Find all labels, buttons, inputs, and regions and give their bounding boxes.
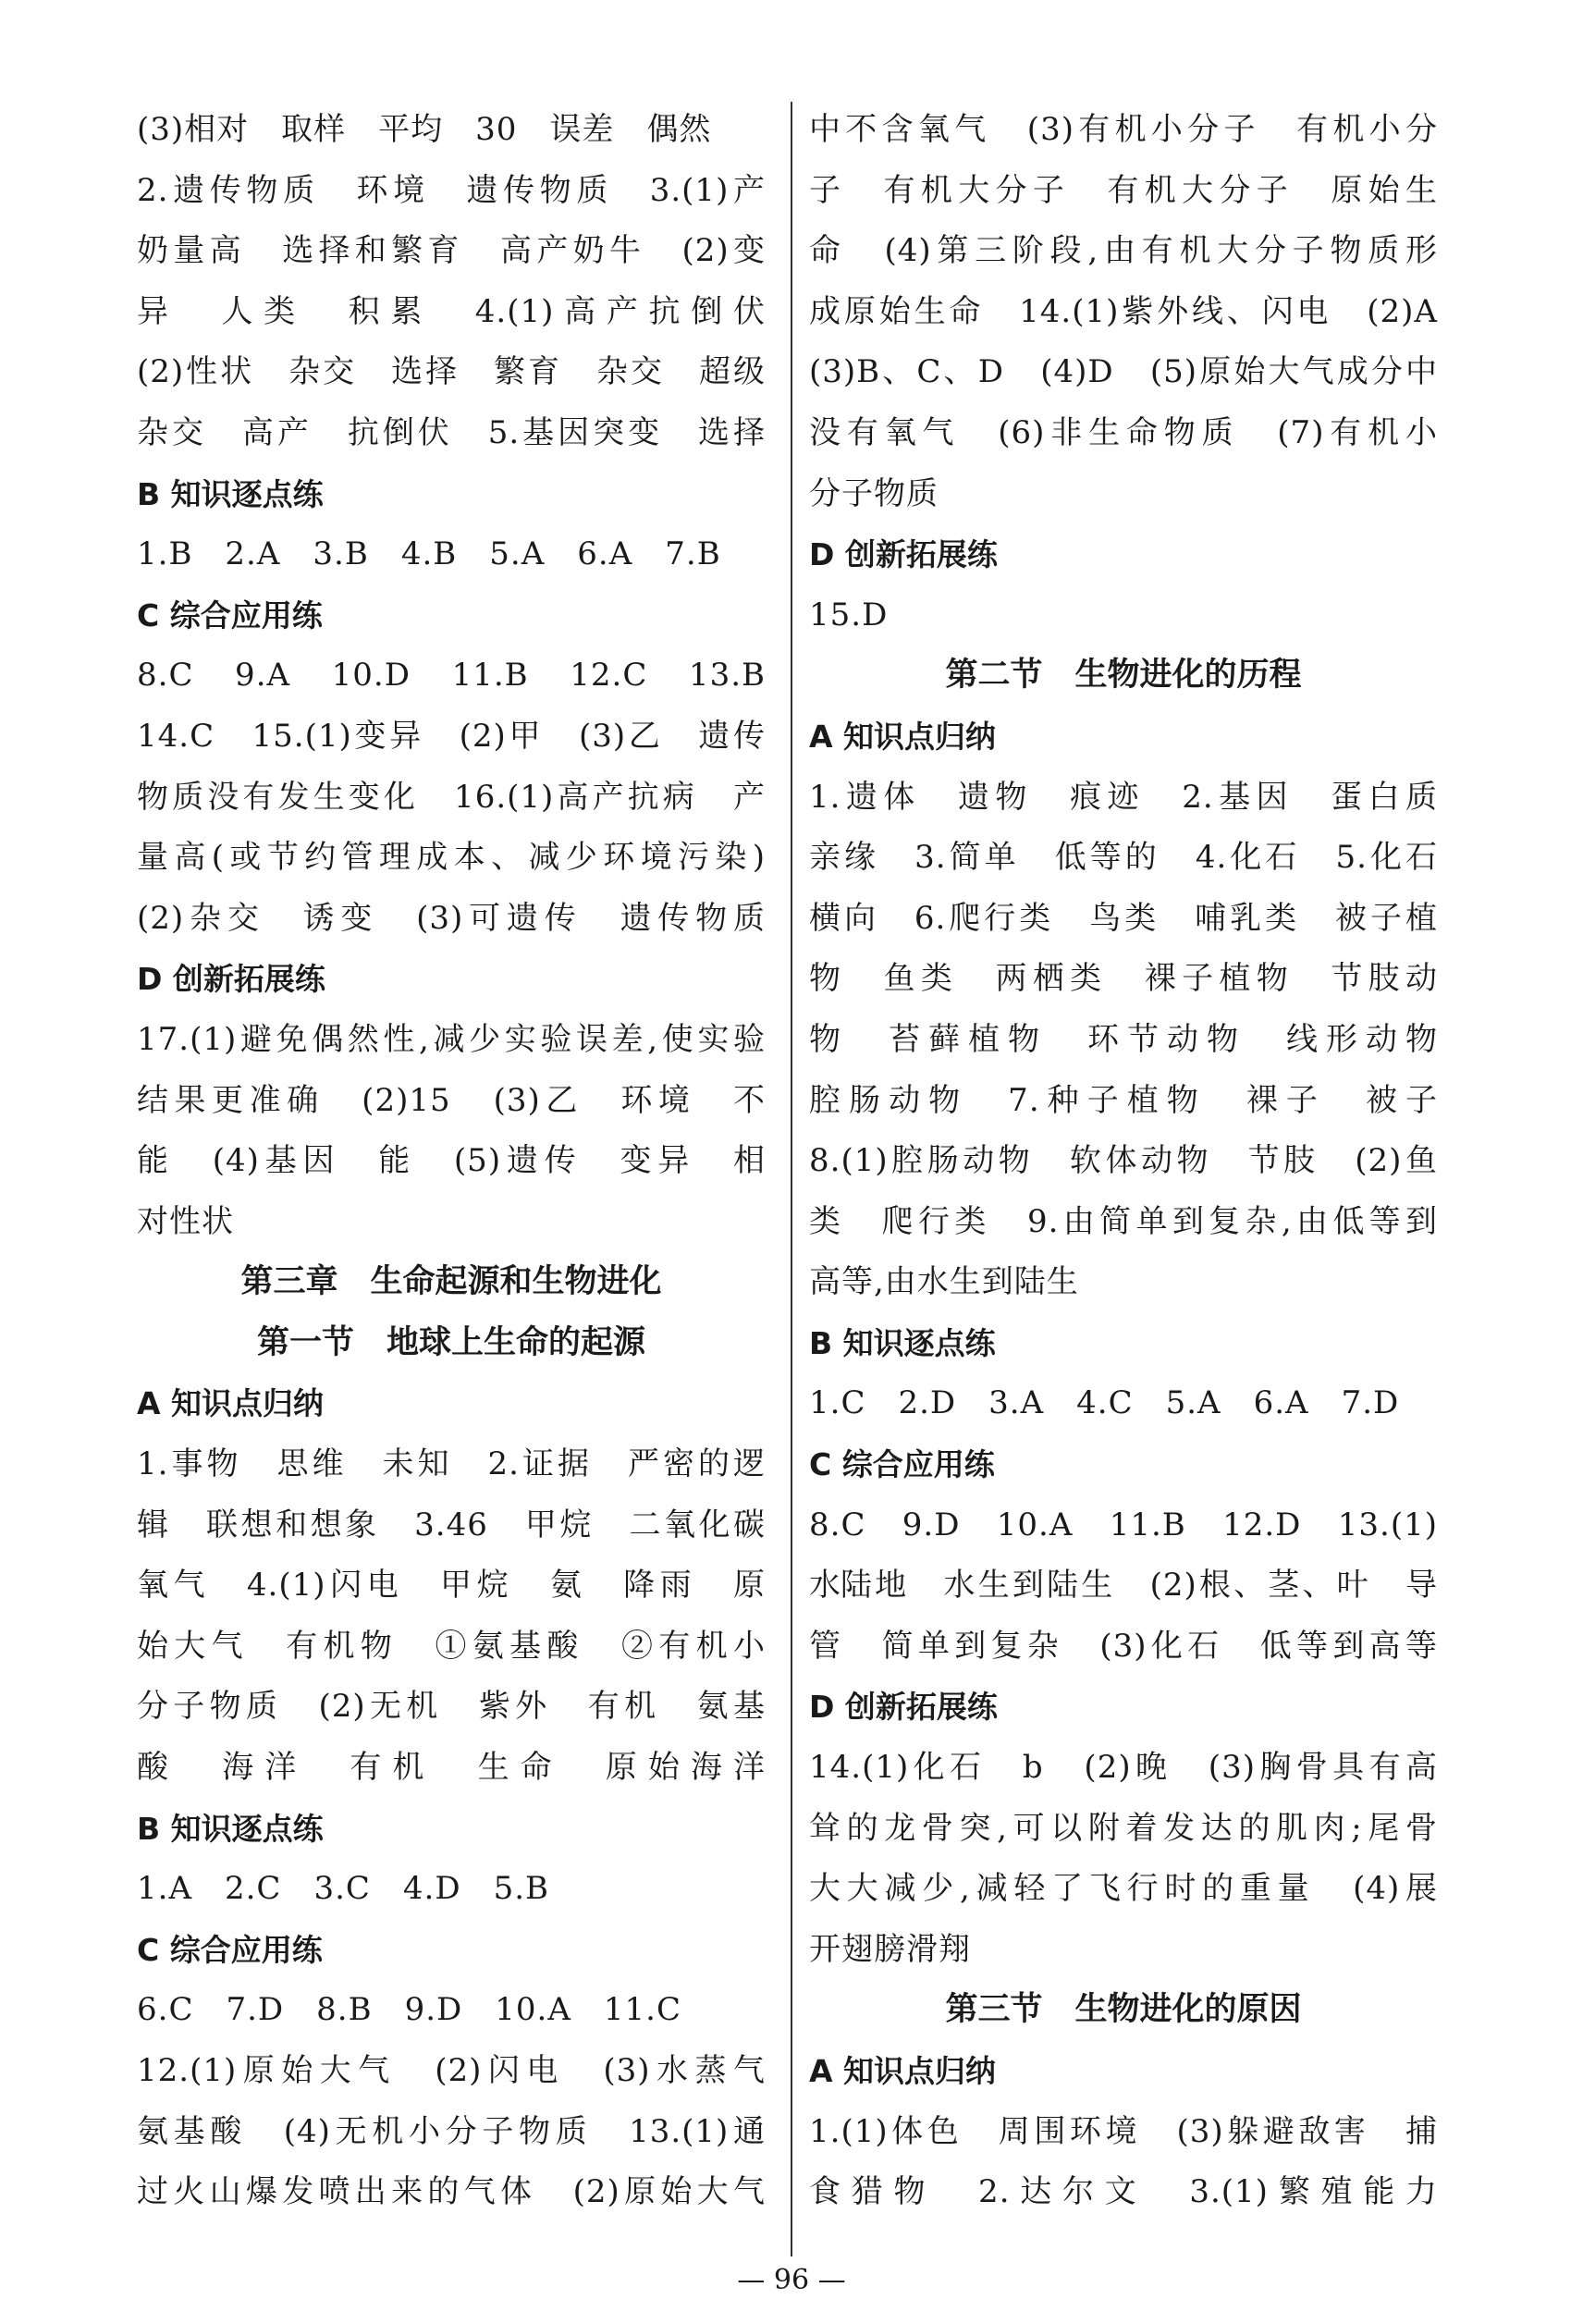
exercise-section-heading: A 知识点归纳 [137, 1385, 325, 1422]
answer-line: (3)相对 取样 平均 30 误差 偶然 [137, 111, 712, 148]
answer-line: 14.C 15.(1)变异 (2)甲 (3)乙 遗传 [137, 717, 766, 755]
answer-line: 亲缘 3.简单 低等的 4.化石 5.化石 [809, 839, 1438, 877]
answer-line: 辑 联想和想象 3.46 甲烷 二氧化碳 [137, 1506, 766, 1543]
column-divider [791, 102, 792, 2256]
answer-line: 氧气 4.(1)闪电 甲烷 氨 降雨 原 [137, 1567, 766, 1605]
answer-line: 分子物质 (2)无机 紫外 有机 氨基 [137, 1688, 766, 1726]
answer-line: 食猎物 2.达尔文 3.(1)繁殖能力 [809, 2173, 1438, 2211]
answer-line: 陆地 水生到陆生 (2)根、茎、叶 导 [841, 1567, 1438, 1605]
answer-line: 命 (4)第三阶段,由有机大分子物质形 [809, 232, 1438, 270]
answer-line: 8.C 9.D 10.A 11.B 12.D 13.(1)水 [809, 1506, 1438, 1605]
answer-line: 氨基酸 (4)无机小分子物质 13.(1)通 [137, 2112, 766, 2150]
chapter-section-title: 第一节 地球上生命的起源 [256, 1323, 645, 1361]
page-number: — 96 — [737, 2264, 846, 2296]
chapter-section-title: 第三章 生命起源和生物进化 [240, 1263, 662, 1301]
exercise-section-heading: D 创新拓展练 [809, 536, 998, 573]
answer-line: 物质没有发生变化 16.(1)高产抗病 产 [137, 778, 766, 816]
answer-line: 开翅膀滑翔 [809, 1930, 971, 1968]
answer-line: 物 鱼类 两栖类 裸子植物 节肢动 [809, 960, 1438, 998]
answer-line: 量高(或节约管理成本、减少环境污染) [137, 839, 766, 877]
answer-line: 12.(1)原始大气 (2)闪电 (3)水蒸气 [137, 2052, 766, 2089]
answer-line: 15.D [809, 596, 889, 633]
answer-line: 物 苔藓植物 环节动物 线形动物 [809, 1020, 1438, 1058]
answer-line: 1.A 2.C 3.C 4.D 5.B [137, 1870, 550, 1908]
exercise-section-heading: C 综合应用练 [137, 1931, 323, 1968]
answer-line: (3)B、C、D (4)D (5)原始大气成分中 [809, 353, 1438, 391]
answer-line: 奶量高 选择和繁育 高产奶牛 (2)变 [137, 232, 766, 270]
answer-line: 2.遗传物质 环境 遗传物质 3.(1)产 [137, 171, 766, 209]
answer-line: 子 有机大分子 有机大分子 原始生 [809, 171, 1438, 209]
answer-line: 中不含氧气 (3)有机小分子 有机小分 [809, 111, 1438, 148]
chapter-section-title: 第二节 生物进化的历程 [945, 657, 1302, 695]
answer-line: 类 爬行类 9.由简单到复杂,由低等到 [809, 1202, 1438, 1240]
exercise-section-heading: B 知识逐点练 [137, 1810, 324, 1847]
answer-line: 始大气 有机物 ①氨基酸 ②有机小 [137, 1627, 766, 1665]
answer-line: 大大减少,减轻了飞行时的重量 (4)展 [809, 1870, 1438, 1908]
answer-line: 1.C 2.D 3.A 4.C 5.A 6.A 7.D [809, 1384, 1400, 1422]
answer-line: 腔肠动物 7.种子植物 裸子 被子 [809, 1081, 1438, 1119]
chapter-section-title: 第三节 生物进化的原因 [945, 1991, 1302, 2029]
exercise-section-heading: C 综合应用练 [809, 1446, 995, 1483]
answer-line: 1.遗体 遗物 痕迹 2.基因 蛋白质 [809, 778, 1438, 816]
right-column [809, 100, 1438, 2223]
answer-line: 分子物质 [809, 474, 939, 512]
left-column [137, 100, 766, 2223]
exercise-section-heading: D 创新拓展练 [137, 961, 325, 998]
answer-line: 高等,由水生到陆生 [809, 1263, 1079, 1301]
answer-line: 8.(1)腔肠动物 软体动物 节肢 (2)鱼 [809, 1142, 1438, 1180]
answer-line: 酸 海洋 有机 生命 原始海洋 [137, 1749, 766, 1787]
answer-line: 8.C 9.A 10.D 11.B 12.C 13.B [137, 657, 766, 695]
answer-line: 17.(1)避免偶然性,减少实验误差,使实验 [137, 1020, 766, 1058]
exercise-section-heading: B 知识逐点练 [809, 1324, 996, 1361]
answer-line: 对性状 [137, 1202, 234, 1240]
answer-line: 1.(1)体色 周围环境 (3)躲避敌害 捕 [809, 2112, 1438, 2150]
answer-line: 结果更准确 (2)15 (3)乙 环境 不 [137, 1081, 766, 1119]
answer-line: 横向 6.爬行类 鸟类 哺乳类 被子植 [809, 899, 1438, 937]
exercise-section-heading: A 知识点归纳 [809, 2053, 997, 2089]
exercise-section-heading: C 综合应用练 [137, 596, 323, 633]
answer-line: 没有氧气 (6)非生命物质 (7)有机小 [809, 413, 1438, 451]
answer-line: (2)性状 杂交 选择 繁育 杂交 超级 [137, 353, 766, 391]
exercise-section-heading: B 知识逐点练 [137, 475, 324, 512]
answer-line: 14.(1)化石 b (2)晚 (3)胸骨具有高 [809, 1749, 1438, 1787]
answer-line: 耸的龙骨突,可以附着发达的肌肉;尾骨 [809, 1809, 1438, 1847]
answer-line: 异 人类 积累 4.(1)高产抗倒伏 [137, 292, 766, 330]
exercise-section-heading: A 知识点归纳 [809, 718, 997, 755]
answer-line: 管 简单到复杂 (3)化石 低等到高等 [809, 1627, 1438, 1665]
answer-line: (2)杂交 诱变 (3)可遗传 遗传物质 [137, 899, 766, 937]
answer-line: 成原始生命 14.(1)紫外线、闪电 (2)A [809, 292, 1438, 330]
answer-line: 过火山爆发喷出来的气体 (2)原始大气 [137, 2173, 766, 2211]
answer-line: 能 (4)基因 能 (5)遗传 变异 相 [137, 1142, 766, 1180]
exercise-section-heading: D 创新拓展练 [809, 1689, 998, 1726]
answer-line: 6.C 7.D 8.B 9.D 10.A 11.C [137, 1991, 681, 2029]
answer-line: 杂交 高产 抗倒伏 5.基因突变 选择 [137, 413, 766, 451]
answer-line: 1.事物 思维 未知 2.证据 严密的逻 [137, 1445, 766, 1483]
answer-line: 1.B 2.A 3.B 4.B 5.A 6.A 7.B [137, 535, 721, 573]
